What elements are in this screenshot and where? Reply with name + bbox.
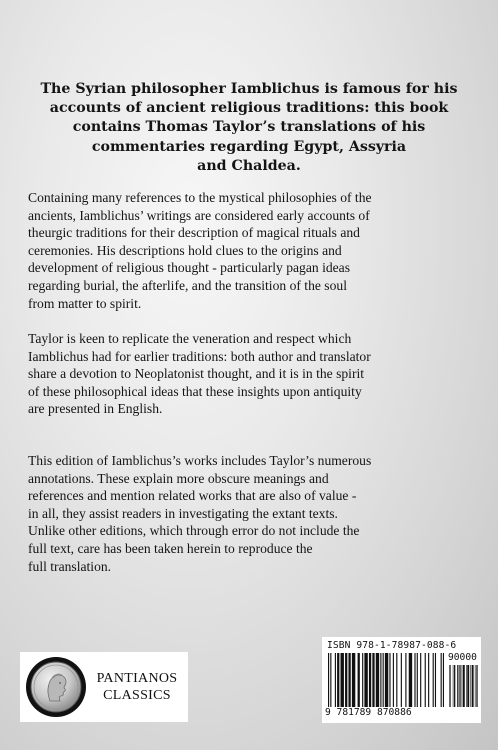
barcode-bar — [376, 653, 379, 707]
blurb-line: The Syrian philosopher Iamblichus is famous for his — [40, 81, 458, 97]
paragraph-line: theurgic traditions for their description of magical rituals and — [28, 225, 360, 241]
isbn-barcode — [322, 637, 481, 723]
paragraph-line: ancients, Iamblichus’ writings are considered early accounts of — [28, 207, 370, 223]
blurb-line: contains Thomas Taylor’s translations of his — [72, 119, 426, 136]
barcode-bar — [352, 653, 355, 707]
barcode-bar — [372, 653, 374, 707]
barcode-bar — [466, 665, 467, 707]
barcode-bar — [335, 653, 336, 707]
barcode-bar — [358, 653, 360, 707]
cover-blurb — [40, 80, 458, 176]
paragraph-line: Taylor is keen to replicate the veneration and respect which — [28, 331, 352, 346]
coin-portrait-icon — [26, 657, 86, 717]
barcode-bar — [369, 653, 371, 707]
paragraph-line: full text, care has been taken herein to reproduce the — [28, 540, 313, 556]
barcode-bar — [441, 653, 442, 707]
barcode-bar — [450, 665, 451, 707]
paragraph-line: are presented in English. — [28, 401, 163, 417]
isbn-label: ISBN 978-1-78987-088-6 — [327, 640, 457, 651]
barcode-bar — [457, 665, 458, 707]
description-paragraph-1 — [28, 189, 473, 312]
barcode-bar — [348, 653, 350, 707]
ean-digits: 9 781789 870886 — [325, 707, 412, 718]
barcode-bar — [417, 653, 418, 707]
publisher-logo — [20, 652, 188, 722]
barcode-bar — [435, 653, 436, 707]
paragraph-line: references and mention related works that are also of value - — [28, 488, 357, 504]
barcode-bar — [472, 665, 474, 707]
barcode-bar — [428, 653, 429, 707]
ean-barcode-bars — [328, 653, 444, 707]
paragraph-line: development of religious thought - particularly pagan ideas — [28, 260, 351, 276]
paragraph-line: Unlike other editions, which through error do not include the — [28, 523, 360, 539]
barcode-bar — [462, 665, 463, 707]
paragraph-line: full translation. — [28, 558, 112, 574]
barcode-bar — [337, 653, 339, 707]
barcode-bar — [425, 653, 426, 707]
addon-digits: 90000 — [448, 652, 477, 663]
barcode-bar — [460, 665, 461, 707]
paragraph-line: Containing many references to the mystical philosophies of the — [28, 190, 372, 205]
barcode-bar — [364, 653, 367, 707]
paragraph-line: annotations. These explain more obscure meanings and — [28, 470, 329, 486]
blurb-line: commentaries regarding Egypt, Assyria — [91, 138, 407, 155]
barcode-bar — [362, 653, 363, 707]
description-paragraph-2 — [28, 330, 473, 418]
addon-barcode-bars — [449, 665, 478, 707]
barcode-bar — [420, 653, 421, 707]
barcode-bar — [476, 665, 477, 707]
barcode-bar — [341, 653, 344, 707]
barcode-bar — [414, 653, 415, 707]
barcode-bar — [463, 665, 465, 707]
blurb-line: accounts of ancient religious traditions: this book — [49, 100, 449, 117]
barcode-bar — [328, 653, 329, 707]
barcode-bar — [470, 665, 471, 707]
publisher-name-line-2: CLASSICS — [103, 688, 171, 703]
paragraph-line: share a devotion to Neoplatonist thought, and it is in the spirit — [28, 366, 365, 382]
paragraph-line: Iamblichus had for earlier traditions: both author and translator — [28, 348, 371, 364]
barcode-bar — [477, 665, 478, 707]
paragraph-line: regarding burial, the afterlife, and the transition of the soul — [28, 277, 347, 293]
paragraph-line: of these philosophical ideas that these insights upon antiquity — [28, 383, 362, 399]
barcode-bar — [383, 653, 384, 707]
barcode-bar — [405, 653, 406, 707]
barcode-bar — [345, 653, 347, 707]
barcode-bar — [396, 653, 397, 707]
barcode-bar — [453, 665, 454, 707]
barcode-bar — [475, 665, 476, 707]
barcode-bar — [389, 653, 390, 707]
blurb-line: and Chaldea. — [197, 157, 301, 174]
barcode-bar — [385, 653, 388, 707]
publisher-name-line-1: PANTIANOS — [96, 671, 178, 686]
barcode-bar — [467, 665, 469, 707]
description-paragraph-3 — [28, 452, 473, 575]
barcode-bar — [401, 653, 402, 707]
barcode-bar — [433, 653, 434, 707]
paragraph-line: This edition of Iamblichus’s works includes Taylor’s numerous — [28, 453, 372, 468]
barcode-bar — [330, 653, 331, 707]
barcode-bar — [454, 665, 455, 707]
barcode-bar — [459, 665, 460, 707]
barcode-bar — [443, 653, 444, 707]
paragraph-line: ceremonies. His descriptions hold clues to the origins and — [28, 242, 342, 258]
barcode-bar — [393, 653, 394, 707]
barcode-bar — [380, 653, 381, 707]
barcode-bar — [449, 665, 450, 707]
paragraph-line: from matter to spirit. — [28, 295, 142, 311]
barcode-bar — [409, 653, 412, 707]
paragraph-line: in all, they assist readers in investigating the extant texts. — [28, 505, 338, 521]
publisher-name — [92, 670, 182, 704]
